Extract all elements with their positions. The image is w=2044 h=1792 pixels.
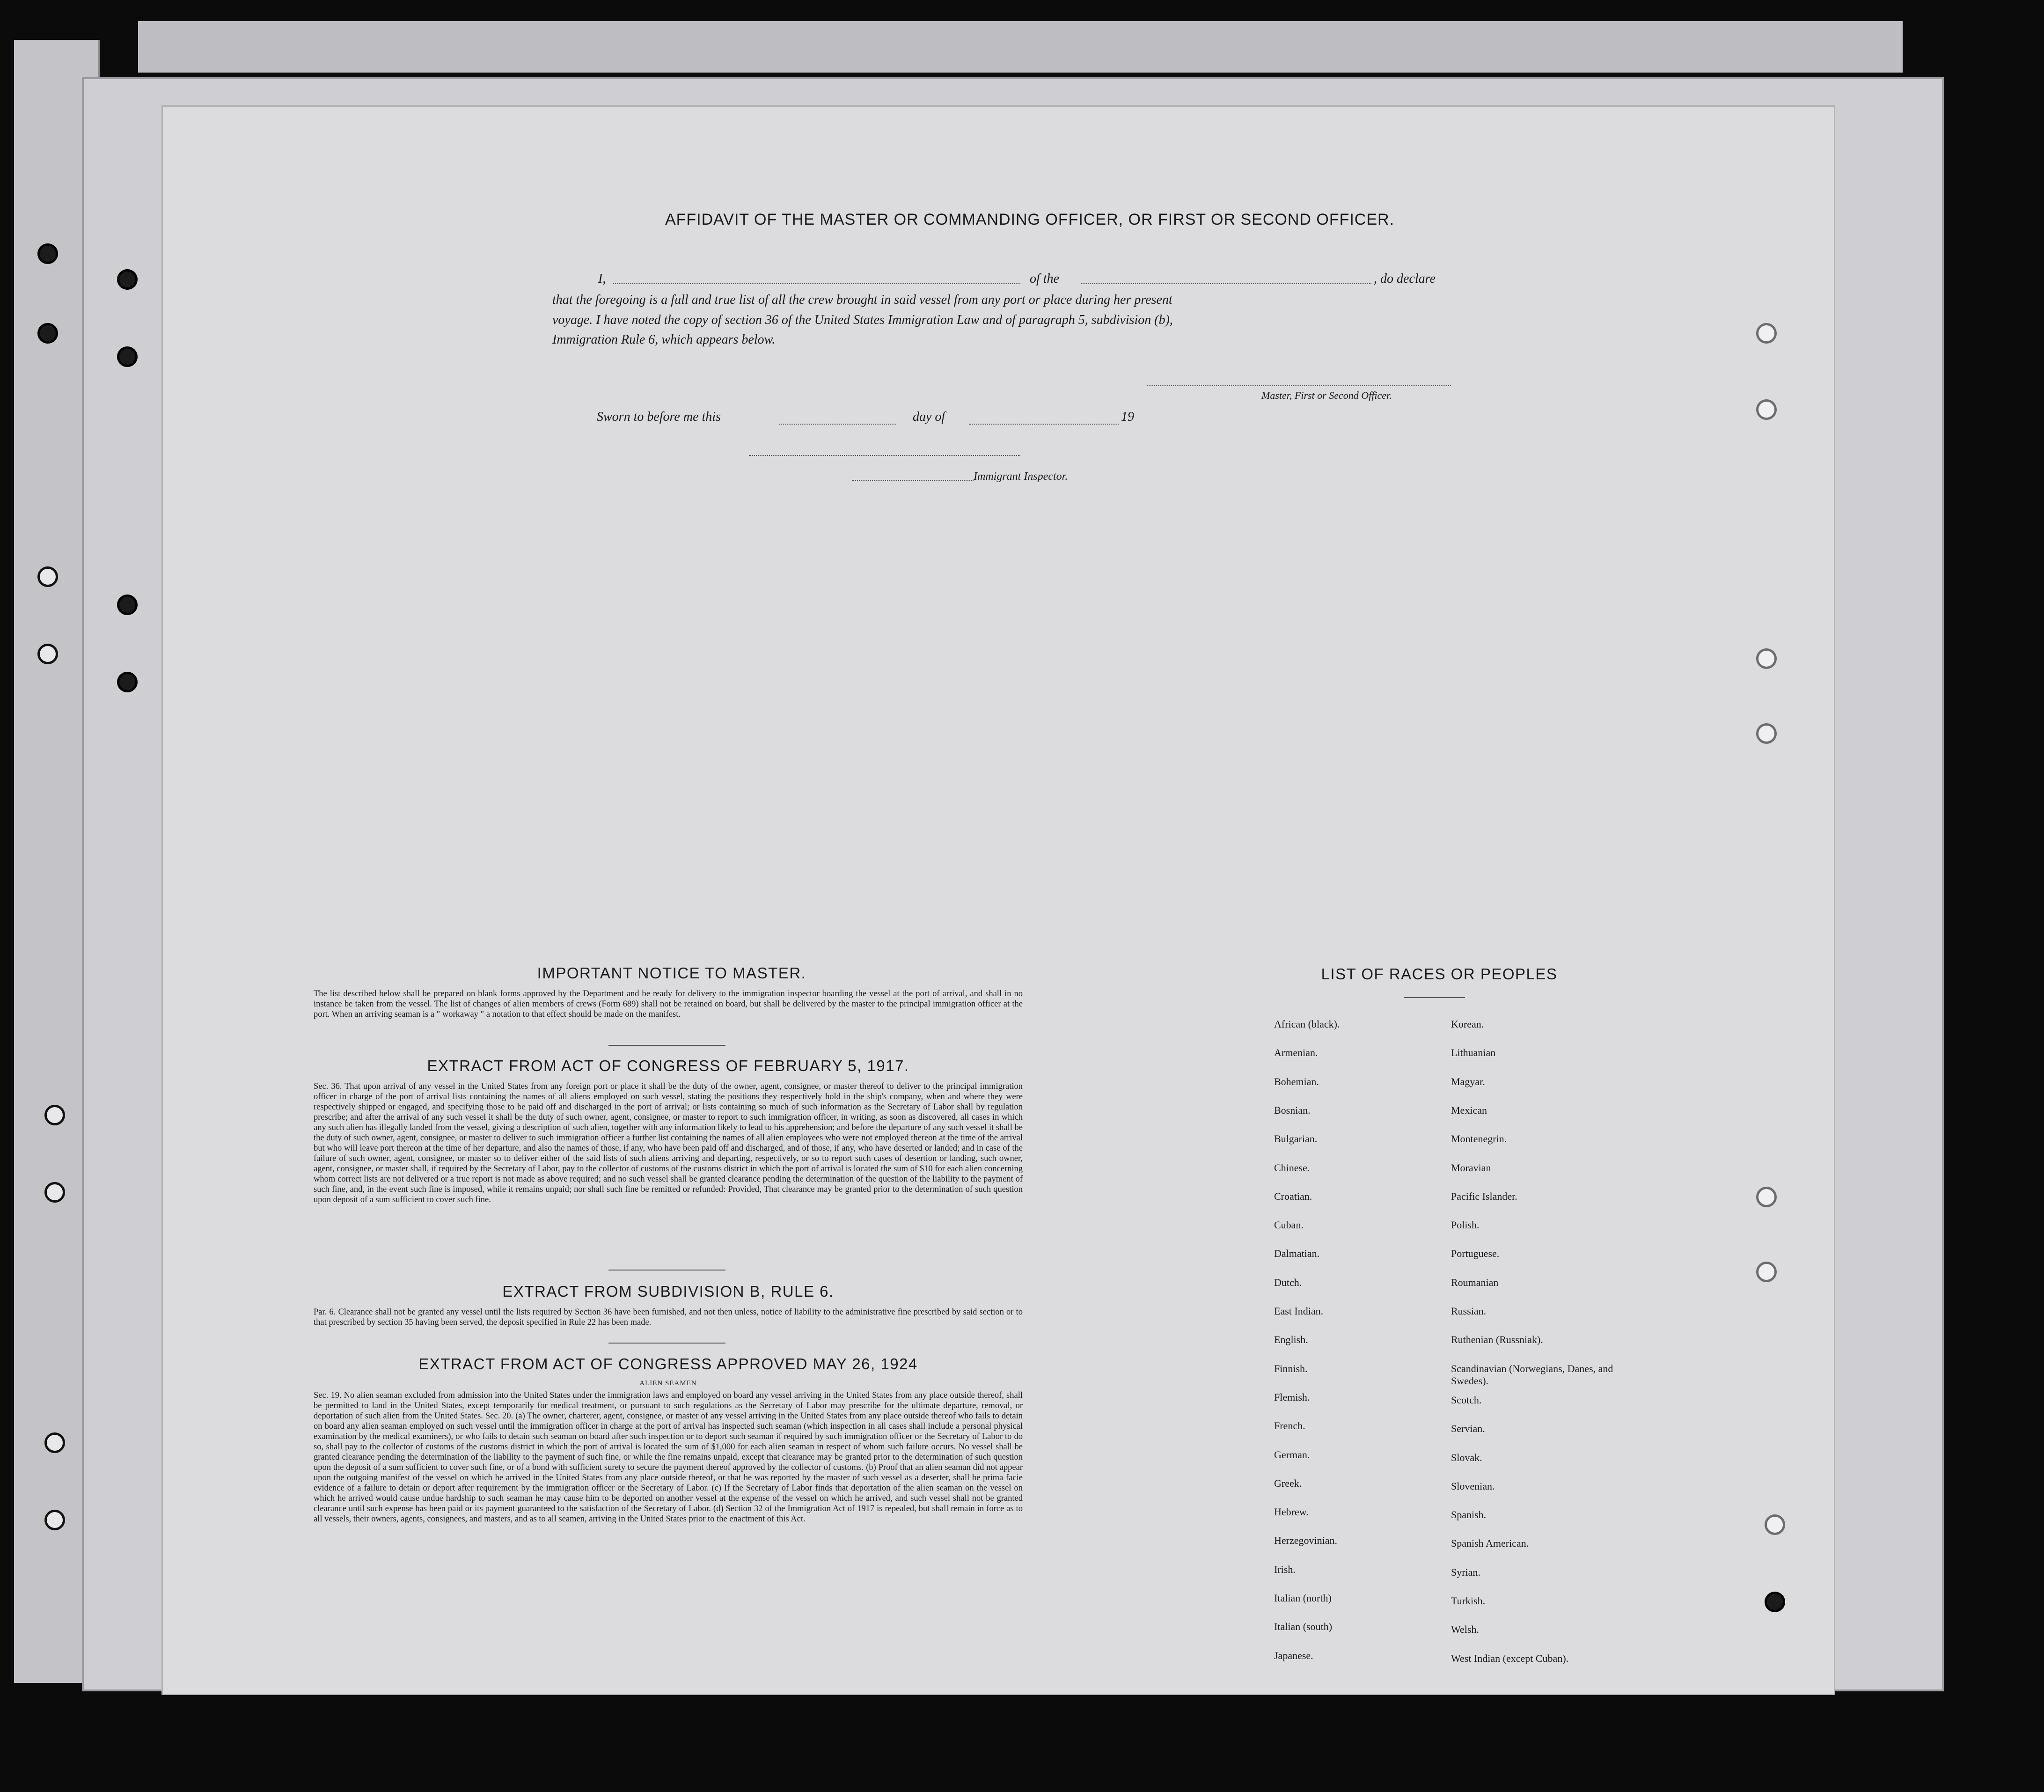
binder-hole — [1765, 1592, 1785, 1612]
binder-hole — [117, 269, 138, 290]
affidavit-line2: that the foregoing is a full and true list of all the crew brought in said vessel from any port or place during her present — [552, 293, 1172, 307]
race-item: Welsh. — [1451, 1623, 1479, 1636]
extract-rule6-title: EXTRACT FROM SUBDIVISION B, RULE 6. — [502, 1283, 834, 1300]
race-item: English. — [1274, 1334, 1308, 1346]
binder-hole — [1756, 648, 1777, 669]
race-item: Bohemian. — [1274, 1075, 1319, 1087]
race-item: Croatian. — [1274, 1190, 1312, 1202]
race-item: Magyar. — [1451, 1075, 1485, 1087]
extract-1924-body: Sec. 19. No alien seaman excluded from admission into the United States under the immigration laws and employed on board any vessel arriving in the United States from any place outside thereof, shall be permitted to land in the United States, except temporarily for medical treatment, or pursuant to such regulations as the Secretary of Labor may prescribe for the ultimate departure, removal, or deportation of such alien from the United States. Sec. 20. (a) The owner, charterer, agent, consignee, or master of any vessel arriving in the United States from any place outside thereof who fails to detain on board any alien seaman employed on such vessel until the immigration officer in charge at the port of arrival has inspected such seaman (which inspection in all cases shall include a personal physical examination by the medical examiners), or who fails to detain such seaman on board after such inspection or to deport such seaman if required by such immigration officer or the Secretary of Labor to do so, shall pay to the collector of customs of the customs district in which the port of arrival is located the sum of $1,000 for each alien seaman in respect of whom such failure occurs. No vessel shall be granted clearance pending the determination of the liability to the payment of such fine, or while the fine remains unpaid, except that clearance may be granted prior to the determination of such question upon the deposit of a sum sufficient to cover such fine, or of a bond with sufficient surety to secure the payment thereof approved by the collector of customs. (b) Proof that an alien seaman did not appear upon the outgoing manifest of the vessel on which he arrived in the United States from any place outside thereof, or that he was reported by the master of such vessel as a deserter, shall be prima facie evidence of a failure to detain or deport after requirement by the immigration officer or the Secretary of Labor. (c) If the Secretary of Labor finds that deportation of the alien seaman on the vessel on which he arrived would cause undue hardship to such seaman he may cause him to be deported on another vessel at the expense of the vessel on which he arrived, and such vessel shall not be granted clearance until such expense has been paid or its payment guaranteed to the satisfaction of the Secretary of Labor. (d) Section 32 of the Immigration Act of 1917 is repealed, but shall remain in force as to all vessels, their owners, agents, consignees, and masters, and as to all seamen, arriving in the United States prior to the enactment of this Act. — [314, 1391, 1023, 1524]
race-item: Spanish. — [1451, 1509, 1487, 1521]
affidavit-line3: voyage. I have noted the copy of section 36 of the United States Immigration Law and of paragraph 5, subdivision (b), — [552, 313, 1173, 327]
race-item: Dalmatian. — [1274, 1248, 1320, 1260]
binder-hole — [37, 644, 58, 664]
race-item: Dutch. — [1274, 1276, 1302, 1288]
day-of-label: day of — [913, 410, 945, 424]
race-item: Bosnian. — [1274, 1104, 1311, 1116]
race-item: Syrian. — [1451, 1566, 1480, 1578]
race-item: Japanese. — [1274, 1649, 1313, 1661]
race-item: Scotch. — [1451, 1394, 1482, 1406]
binder-hole — [44, 1105, 65, 1125]
extract-1924-title: EXTRACT FROM ACT OF CONGRESS APPROVED MAY 26, 1924 — [418, 1355, 918, 1373]
race-item: Lithuanian — [1451, 1047, 1496, 1059]
sworn-day-blank[interactable] — [779, 424, 896, 425]
binder-hole — [1756, 399, 1777, 420]
race-item: Slovenian. — [1451, 1480, 1495, 1492]
notice-body: The list described below shall be prepared on blank forms approved by the Department and be ready for delivery to the immigration inspector boarding the vessel at the port of arrival, and shall in no instance be taken from the vessel. The list of changes of alien members of crews (Form 689) shall not be retained on board, but shall be delivered by the master to the principal immigration officer at the port. When an arriving seaman is a " workaway " a notation to that effect should be made on the manifest. — [314, 989, 1023, 1019]
notice-title: IMPORTANT NOTICE TO MASTER. — [537, 964, 806, 982]
race-item: Polish. — [1451, 1219, 1480, 1231]
race-item: East Indian. — [1274, 1305, 1324, 1317]
binder-hole — [1765, 1514, 1785, 1535]
race-item: Armenian. — [1274, 1047, 1318, 1059]
binder-hole — [37, 566, 58, 587]
race-item: Hebrew. — [1274, 1506, 1309, 1518]
race-item: Montenegrin. — [1451, 1133, 1507, 1145]
divider — [608, 1343, 725, 1344]
binder-hole — [1756, 1262, 1777, 1282]
binder-hole — [117, 672, 138, 692]
race-item: Scandinavian (Norwegians, Danes, and Swedes). — [1451, 1362, 1613, 1387]
race-item: Greek. — [1274, 1477, 1302, 1489]
race-item: Herzegovinian. — [1274, 1535, 1337, 1547]
year-label: 19 — [1121, 410, 1134, 424]
binder-hole — [117, 595, 138, 615]
extract-1924-subtitle: ALIEN SEAMEN — [639, 1380, 697, 1387]
binder-hole — [44, 1432, 65, 1453]
race-item: Mexican — [1451, 1104, 1487, 1116]
binder-hole — [1756, 323, 1777, 344]
binder-hole — [37, 243, 58, 264]
race-item: Chinese. — [1274, 1161, 1310, 1174]
race-item: Portuguese. — [1451, 1248, 1500, 1260]
race-item: French. — [1274, 1420, 1305, 1432]
race-item: German. — [1274, 1448, 1310, 1461]
sworn-label: Sworn to before me this — [597, 410, 721, 424]
race-item: African (black). — [1274, 1018, 1340, 1030]
race-item: Spanish American. — [1451, 1537, 1529, 1550]
race-item: West Indian (except Cuban). — [1451, 1652, 1569, 1664]
divider — [608, 1270, 725, 1271]
inspector-signature-line[interactable] — [852, 480, 974, 481]
affidavit-line4: Immigration Rule 6, which appears below. — [552, 332, 776, 347]
affidavit-declare: , do declare — [1374, 272, 1436, 286]
race-item: Italian (south) — [1274, 1621, 1333, 1633]
binder-hole — [37, 323, 58, 344]
month-blank[interactable] — [969, 424, 1119, 425]
extract-1917-title: EXTRACT FROM ACT OF CONGRESS OF FEBRUARY 5, 1917. — [427, 1057, 909, 1074]
race-item: Cuban. — [1274, 1219, 1304, 1231]
race-item: Pacific Islander. — [1451, 1190, 1517, 1202]
race-item: Korean. — [1451, 1018, 1484, 1030]
race-item: Servian. — [1451, 1423, 1485, 1435]
affidavit-i: I, — [598, 272, 606, 286]
race-item: Flemish. — [1274, 1391, 1310, 1403]
divider — [1404, 997, 1465, 998]
master-signature-label: Master, First or Second Officer. — [1261, 389, 1392, 401]
extract-1917-body: Sec. 36. That upon arrival of any vessel in the United States from any foreign port or place it shall be the duty of the owner, agent, consignee, or master thereof to deliver to the principal immigration officer in charge of the port of arrival lists containing the names of all aliens employed on such vessel, stating the positions they respectively hold in the ship's company, when and where they were respectively shipped or engaged, and specifying those to be paid off and discharged in the port of arrival; or lists containing so much of such information as the Secretary of Labor shall by regulation prescribe; and after the arrival of any such vessel it shall be the duty of such owner, agent, consignee, or master to report to such immigration officer, in writing, as soon as discovered, all cases in which any such alien has illegally landed from the vessel, giving a description of such alien, together with any information likely to lead to his apprehension; and before the departure of any such vessel it shall be the duty of such owner, agent, consignee, or master to deliver to such immigration officer a further list containing the names of all alien employees who were not employed thereon at the time of the arrival but who will leave port thereon at the time of her departure, and also the names of those, if any, who have been paid off and discharged, and of those, if any, who have deserted or landed; and in case of the failure of such owner, agent, consignee, or master so to deliver either of the said lists of such aliens arriving and departing, respectively, or so to report such cases of desertion or landing, such owner, agent, consignee, or master shall, if required by the Secretary of Labor, pay to the collector of customs of the customs district in which the port of arrival is located the sum of $10 for each alien concerning whom correct lists are not delivered or a true report is not made as above required; and no such vessel shall be granted clearance pending the determination of the question of the liability to the payment of such fine, and, in the event such fine is imposed, while it remains unpaid; nor shall such fine be remitted or refunded: Provided, That clearance may be granted prior to the determination of such question upon deposit of a sum sufficient to cover such fine. — [314, 1082, 1023, 1204]
affidavit-of-the: of the — [1030, 272, 1059, 286]
background-sheet-top — [138, 21, 1903, 73]
race-item: Bulgarian. — [1274, 1133, 1318, 1145]
race-item: Roumanian — [1451, 1276, 1499, 1288]
binder-hole — [117, 346, 138, 367]
affidavit-title: AFFIDAVIT OF THE MASTER OR COMMANDING OFFICER, OR FIRST OR SECOND OFFICER. — [665, 211, 1395, 228]
extract-rule6-body: Par. 6. Clearance shall not be granted any vessel until the lists required by Section 36 have been furnished, and not then unless, notice of liability to the administrative fine prescribed by said section or to that prescribed by section 35 having been served, the deposit specified in Rule 22 has been made. — [314, 1307, 1023, 1327]
binder-hole — [1756, 723, 1777, 744]
race-item: Ruthenian (Russniak). — [1451, 1334, 1543, 1346]
race-item: Finnish. — [1274, 1362, 1308, 1374]
binder-hole — [44, 1510, 65, 1530]
binder-hole — [44, 1182, 65, 1203]
race-item: Slovak. — [1451, 1451, 1482, 1463]
race-item: Moravian — [1451, 1161, 1491, 1174]
master-signature-line[interactable] — [1147, 385, 1451, 386]
race-item: Turkish. — [1451, 1595, 1486, 1607]
races-title: LIST OF RACES OR PEOPLES — [1321, 965, 1558, 983]
race-item: Italian (north) — [1274, 1592, 1332, 1604]
race-item: Russian. — [1451, 1305, 1487, 1317]
race-item: Irish. — [1274, 1563, 1296, 1575]
inspector-line-1 — [749, 455, 1020, 456]
binder-hole — [1756, 1187, 1777, 1207]
vessel-blank[interactable] — [1081, 283, 1371, 284]
divider — [608, 1045, 725, 1046]
name-blank[interactable] — [613, 283, 1020, 284]
inspector-label: Immigrant Inspector. — [974, 470, 1068, 483]
